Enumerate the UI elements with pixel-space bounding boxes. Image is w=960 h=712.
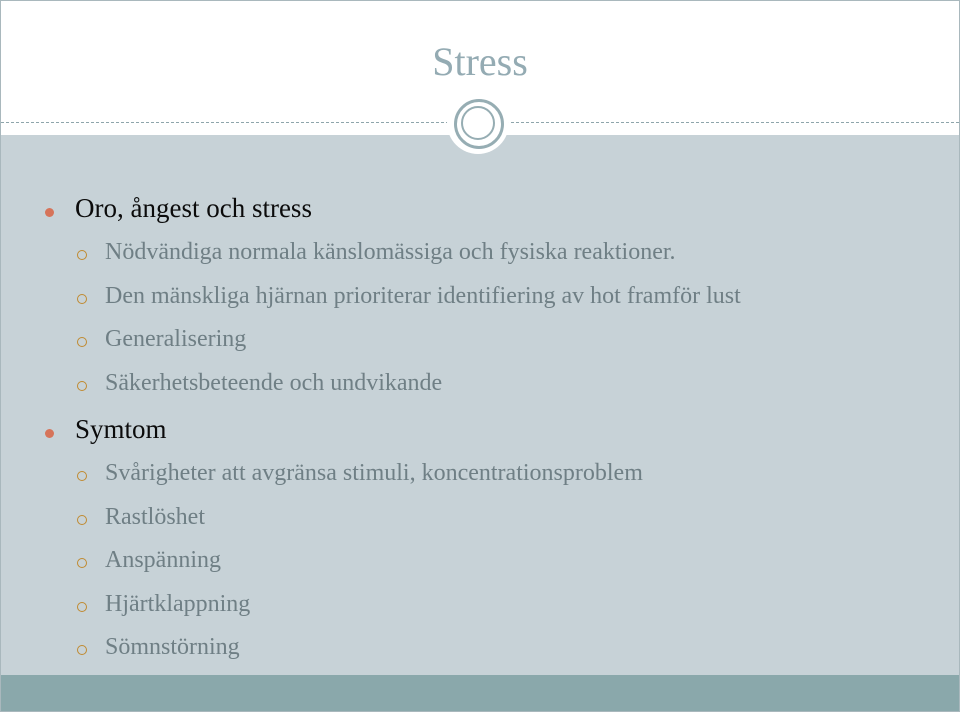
sub-bullet-text: Rastlöshet (105, 504, 205, 530)
sub-bullet (105, 283, 741, 310)
sub-bullet (105, 634, 240, 661)
sub-bullet-circle-icon (77, 645, 87, 655)
sub-bullet-text: Generalisering (105, 326, 247, 352)
sub-bullet (105, 239, 676, 266)
inner-ring (461, 106, 495, 140)
circle-ornament-icon (447, 92, 509, 154)
sub-bullet-text: Säkerhetsbeteende och undvikande (105, 370, 443, 396)
sub-bullet-circle-icon (77, 381, 87, 391)
sub-bullet-circle-icon (77, 337, 87, 347)
sub-bullet-text: Hjärtklappning (105, 591, 251, 617)
bullet-heading-text: Oro, ångest och stress (75, 193, 312, 223)
sub-bullet-circle-icon (77, 515, 87, 525)
footer-band (1, 675, 959, 711)
sub-bullet (105, 547, 221, 574)
sub-bullet-text: Anspänning (105, 547, 221, 573)
bullet-dot-icon (45, 208, 54, 217)
bullet-heading-text: Symtom (75, 414, 167, 444)
slide-title: Stress (432, 39, 528, 84)
bullet-dot-icon (45, 429, 54, 438)
sub-bullet-text: Sömnstörning (105, 634, 240, 660)
sub-bullet (105, 591, 250, 618)
sub-bullet-text: Nödvändiga normala känslomässiga och fysiska reaktioner. (105, 239, 676, 265)
bullet-heading-oro (75, 193, 312, 224)
sub-bullet (105, 504, 205, 531)
sub-bullet-circle-icon (77, 471, 87, 481)
sub-bullet-circle-icon (77, 602, 87, 612)
sub-bullet (105, 326, 246, 353)
sub-bullet-text: Svårigheter att avgränsa stimuli, koncentrationsproblem (105, 460, 643, 486)
sub-bullet-circle-icon (77, 250, 87, 260)
sub-bullet-circle-icon (77, 558, 87, 568)
sub-bullet-circle-icon (77, 294, 87, 304)
bullet-heading-symtom (75, 414, 167, 445)
sub-bullet-text: Den mänskliga hjärnan prioriterar identifiering av hot framför lust (105, 283, 741, 309)
sub-bullet (105, 460, 643, 487)
sub-bullet (105, 370, 442, 397)
